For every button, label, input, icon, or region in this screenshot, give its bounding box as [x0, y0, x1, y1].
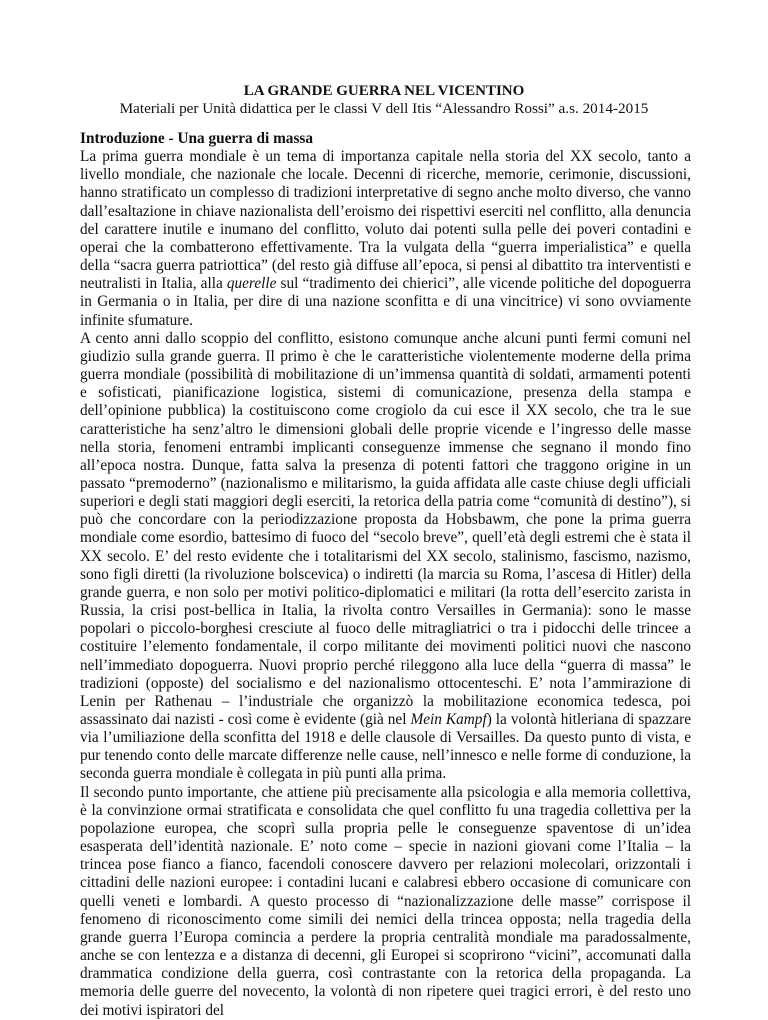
- paragraph-1: [80, 148, 691, 330]
- paragraph-1-text-b: sul “tradimento dei chierici”, alle vicende politiche del dopoguerra in Germania o in Italia, per dire di una nazione sconfitta e di una vincitrice) vi sono ovviamente infinite sfumature.: [80, 275, 691, 329]
- document-body: [80, 130, 691, 1020]
- paragraph-3-text: Il secondo punto importante, che attiene più precisamente alla psicologia e alla memoria collettiva, è la convinzione ormai stratificata e consolidata che quel conflitto fu una tragedia collettiva per la popolazione europea, che scoprì sulla propria pelle le conseguenze spaventose di un’idea esasperata dell’identità nazionale. E’ noto come – specie in nazioni giovani come l’Italia – la trincea pose fianco a fianco, facendoli conoscere davvero per relazioni molecolari, orizzontali i cittadini delle nazioni europee: i contadini lucani e calabresi ebbero occasione di comunicare con quelli veneti e lombardi. A questo processo di “nazionalizzazione delle masse” corrispose il fenomeno di riconoscimento come simili dei nemici della trincea opposta; nella tragedia della grande guerra l’Europa comincia a perdere la propria centralità mondiale ma paradossalmente, anche se con lentezza e a distanza di decenni, gli Europei si scoprirono “vicini”, accomunati dalla drammatica condizione della guerra, così contrastante con la retorica della propaganda. La memoria delle guerre del novecento, la volontà di non ripetere quei tragici errori, è del resto uno dei motivi ispiratori del: [80, 783, 691, 1019]
- document-title: LA GRANDE GUERRA NEL VICENTINO: [243, 83, 525, 99]
- paragraph-1-text-a: La prima guerra mondiale è un tema di importanza capitale nella storia del XX secolo, tanto a livello mondiale, che nazionale che locale. Decenni di ricerche, memorie, cerimonie, discussioni, hanno stratificato un complesso di tradizioni interpretative di segno anche molto diverso, che vanno dall’esaltazione in chiave nazionalista dell’eroismo dei rispettivi eserciti nel conflitto, alla denuncia del carattere inutile e inumano del conflitto, voluto dai potenti sulla pelle dei poveri contadini e operai che la combatterono effettivamente. Tra la vulgata della “guerra imperialistica” e quella della “sacra guerra patriottica” (del resto già diffuse all’epoca, si pensi al dibattito tra interventisti e neutralisti in Italia, alla: [80, 148, 691, 293]
- paragraph-2-text-b: ) la volontà hitleriana di spazzare via l’umiliazione della sconfitta del 1918 e delle clausole di Versailles. Da questo punto di vista, e pur tenendo conto delle marcate differenze nelle cause, nell’innesco e nelle forme di conduzione, la seconda guerra mondiale è collegata in più punti alla prima.: [80, 711, 691, 783]
- document-header: [80, 82, 688, 118]
- paragraph-2: [80, 330, 691, 784]
- paragraph-3: [80, 784, 691, 1020]
- paragraph-1-italic-term: querelle: [226, 275, 277, 293]
- document-subtitle: Materiali per Unità didattica per le classi V dell Itis “Alessandro Rossi” a.s. 2014-2015: [119, 100, 649, 117]
- paragraph-2-italic-title: Mein Kampf: [410, 711, 487, 728]
- section-heading: Introduzione - Una guerra di massa: [80, 130, 314, 147]
- paragraph-2-text-a: A cento anni dallo scoppio del conflitto, esistono comunque anche alcuni punti fermi comuni nel giudizio sulla grande guerra. Il primo è che le caratteristiche violentemente moderne della prima guerra mondiale (possibilità di mobilitazione di un’immensa quantità di soldati, armamenti potenti e sofisticati, pianificazione logistica, sistemi di comunicazione, presenza della stampa e dell’opinione pubblica) la costituiscono come crogiolo da cui esce il XX secolo, che tra le sue caratteristiche ha senz’altro le dimensioni globali delle proprie vicende e l’ingresso delle masse nella storia, fenomeni entrambi implicanti conseguenze immense che segnano il mondo fino all’epoca nostra. Dunque, fatta salva la presenza di potenti fattori che traggono origine in un passato “premoderno” (nazionalismo e militarismo, la guida affidata alle caste chiuse degli ufficiali superiori e degli stati maggiori degli eserciti, la retorica della patria come “comunità di destino”), si può che concordare con la periodizzazione proposta da Hobsbawm, che pone la prima guerra mondiale come esordio, battesimo di fuoco del “secolo breve”, quell’età degli estremi che è stata il XX secolo. E’ del resto evidente che i totalitarismi del XX secolo, stalinismo, fascismo, nazismo, sono figli diretti (la rivoluzione bolscevica) o indiretti (la marcia su Roma, l’ascesa di Hitler) della grande guerra, e non solo per motivi politico-diplomatici e militari (la rotta dell’esercito zarista in Russia, la crisi post-bellica in Italia, la rivolta contro Versailles in Germania): sono le masse popolari o piccolo-borghesi cresciute al fuoco delle mitragliatrici o tra i pidocchi delle trincee a costituire l’elemento fondamentale, il corpo militante dei movimenti politici nuovi che nascono nell’immediato dopoguerra. Nuovi proprio perché rileggono alla luce della “guerra di massa” le tradizioni (opposte) del socialismo e del nazionalismo ottocenteschi. E’ nota l’ammirazione di Lenin per Rathenau – l’industriale che organizzò la mobilitazione economica tedesca, poi assassinato dai nazisti - così come è evidente (già nel: [80, 329, 691, 728]
